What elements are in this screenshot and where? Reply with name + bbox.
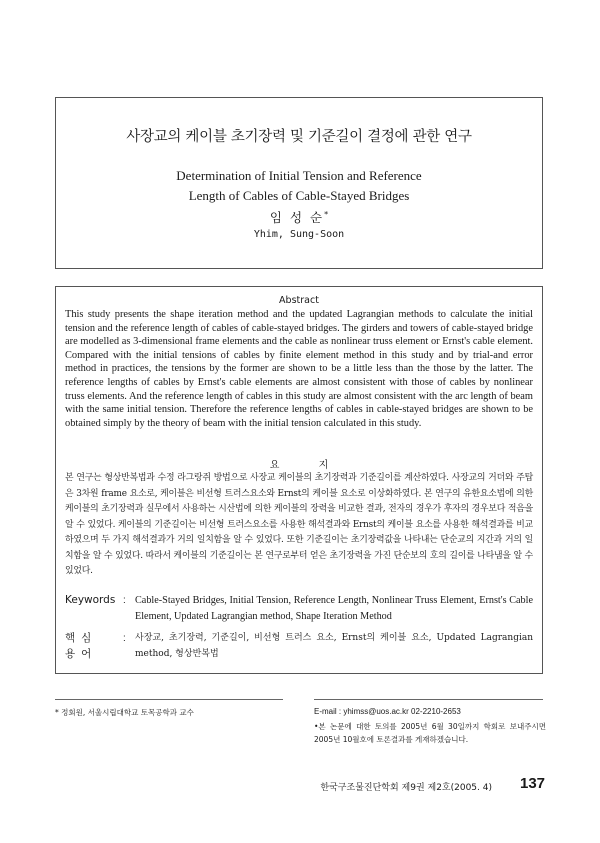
journal-info: 한국구조물진단학회 제9권 제2호(2005. 4) xyxy=(320,783,492,793)
keywords-label: Keywords xyxy=(65,594,116,606)
footnote-rule-right xyxy=(314,699,543,700)
footnote-right xyxy=(314,705,546,746)
page-number: 137 xyxy=(520,775,546,792)
abstract-heading: Abstract xyxy=(279,295,319,306)
abstract-box xyxy=(55,286,543,674)
author-korean xyxy=(56,208,542,226)
yoji-heading: 요 지 xyxy=(269,460,347,471)
author-english: Yhim, Sung-Soon xyxy=(253,229,345,240)
abstract-text: This study presents the shape iteration method and the updated Lagrangian methods to calculate the initial tension and the reference length of cables of cable-stayed bridges. The girders and towers of cable-stayed bridge are modelled as 3-dimensional frame elements and the cable as nonlinear truss element or Ernst's cable element. Compared with the initial tensions of cables by finite element method in this study and by trial-and error method in practices, the tensions by the former are shown to be a little less than the those by the latter. The reference lengths of cables by Ernst's cable elements are almost consistent with those of cables by nonlinear truss elements. And the reference length of cables in this study are almost consistent with the arc length of beam with the same initial tension. Therefore the reference lengths of cables in cable-stayed bridges are shown to be obtained simply by the theory of beam with the initial tension calculated in this study. xyxy=(65,309,533,429)
keywords-value: Cable-Stayed Bridges, Initial Tension, Reference Length, Nonlinear Truss Element, Ernst's Cable Element, Updated Lagrangian method, Shape Iteration Method xyxy=(135,595,533,622)
paper-title-english-line1: Determination of Initial Tension and Reference xyxy=(176,168,422,183)
title-box xyxy=(55,97,543,269)
keywords-colon: : xyxy=(123,595,126,606)
author-korean-name: 임 성 순 xyxy=(269,210,325,225)
yoji-text: 본 연구는 형상반복법과 수정 라그랑쥐 방법으로 사장교 케이블의 초기장력과 기준길이를 계산하였다. 사장교의 거더와 주탑은 3차원 frame 요소로, 케이블은 비선형 트러스요소와 Ernst의 케이블 요소로 이상화하였다. 본 연구의 유한요소법에 의한 케이블의 초기장력과 실무에서 사용하는 시산법에 의한 케이블의 장력을 비교한 결과, 전자의 경우가 후자의 경우보다 적음을 알 수 있었다. 케이블의 기준길이는 비선형 트러스요소를 사용한 해석결과와 Ernst의 케이블 요소를 사용한 해석결과를 비교하였으며 두 가지 해석결과가 거의 일치함을 알 수 있었다. 또한 기준길이는 초기장력값을 나타내는 단순교의 지간과 거의 일치함을 알 수 있었다. 따라서 케이블의 기준길이는 본 연구로부터 얻은 초기장력을 가진 단순보의 호의 길이를 나타냄을 알 수 있었다. xyxy=(65,473,533,576)
footnote-affiliation: * 정회원, 서울시립대학교 토목공학과 교수 xyxy=(55,708,194,717)
footnote-discussion-note: •본 논문에 대한 토의를 2005년 6월 30일까지 학회로 보내주시면 2005년 10월호에 토론결과를 게재하겠습니다. xyxy=(314,722,546,744)
keywords-ko-colon: : xyxy=(123,633,126,644)
keywords-ko-label: 핵심 용어 xyxy=(65,632,98,660)
keywords-ko-value: 사장교, 초기장력, 기준길이, 비선형 트러스 요소, Ernst의 케이블 요소, Updated Lagrangian method, 형상반복법 xyxy=(135,633,533,659)
paper-title-english-line2: Length of Cables of Cable-Stayed Bridges xyxy=(188,188,410,203)
footnote-rule-left xyxy=(55,699,283,700)
author-footnote-mark: * xyxy=(324,209,329,219)
footnote-email: E-mail : yhimss@uos.ac.kr 02-2210-2653 xyxy=(314,707,461,716)
paper-title-korean: 사장교의 케이블 초기장력 및 기준길이 결정에 관한 연구 xyxy=(126,129,472,145)
